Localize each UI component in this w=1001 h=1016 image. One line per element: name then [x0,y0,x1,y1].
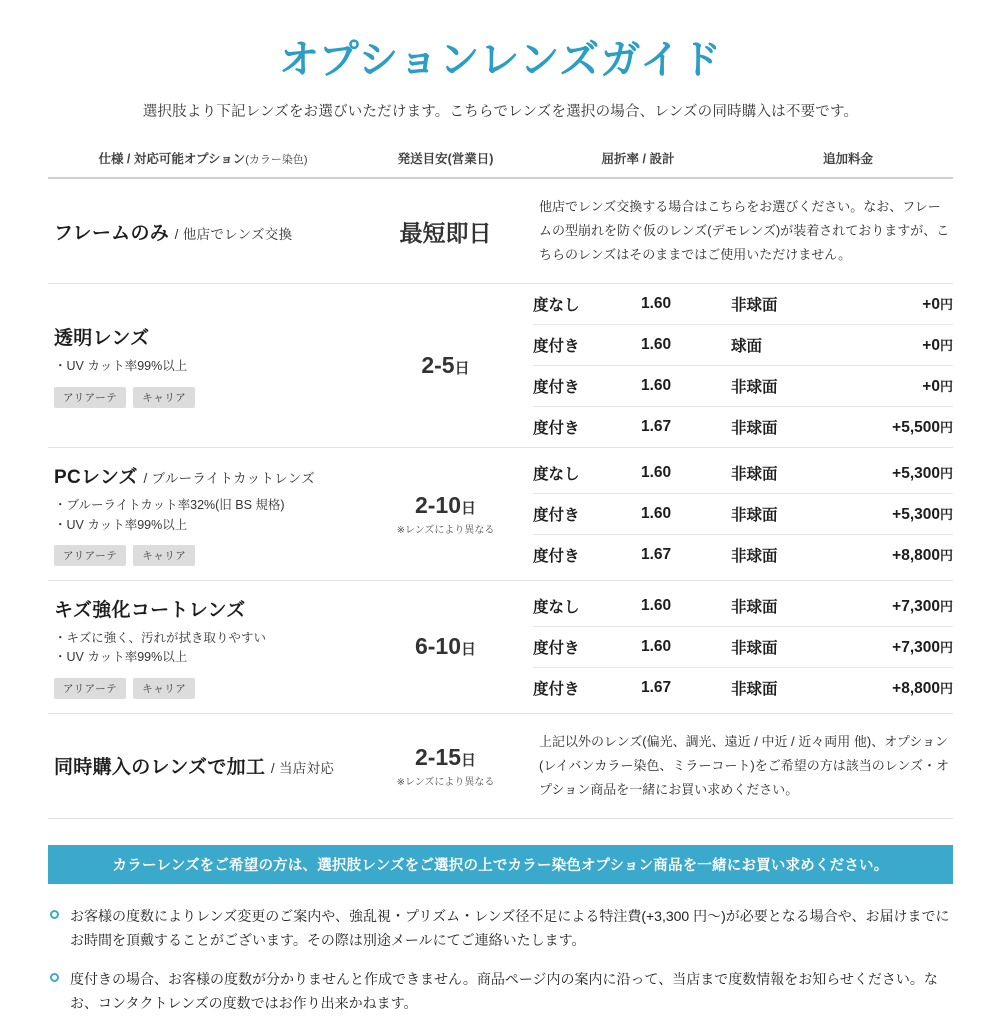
price-index: 1.60 [641,366,731,407]
price-design: 非球面 [731,586,839,627]
price-row [533,535,953,576]
price-amount: +0円 [839,366,953,407]
tag-badge: キャリア [133,678,195,699]
price-power: 度付き [533,420,580,438]
table-row [48,448,953,581]
price-index: 1.60 [641,586,731,627]
price-power: 度なし [533,586,641,627]
row-bullets: ・キズに強く、汚れが拭き取りやすい ・UV カット率99%以上 [54,630,267,665]
tag-badge: キャリア [133,545,195,566]
color-lens-banner: カラーレンズをご希望の方は、選択肢レンズをご選択の上でカラー染色オプション商品を一緒にお買い求めください。 [48,845,953,884]
price-amount: +5,500円 [892,419,953,437]
price-amount: +7,300円 [839,586,953,627]
row-tags [54,545,354,566]
price-design: 非球面 [731,420,778,438]
price-amount: +5,300円 [839,453,953,494]
price-row [533,586,953,627]
price-design: 非球面 [731,626,839,667]
row-spec-cell [48,178,358,284]
price-row [533,325,953,366]
price-amount: +8,800円 [892,547,953,565]
tag-badge: アリアーテ [54,387,126,408]
price-power: 度付き [533,325,641,366]
price-amount: +7,300円 [839,626,953,667]
price-power: 度なし [533,453,641,494]
price-design: 球面 [731,325,839,366]
price-table [533,586,953,708]
price-index: 1.60 [641,626,731,667]
price-row [533,626,953,667]
tag-badge: アリアーテ [54,678,126,699]
circle-bullet-icon [50,910,59,919]
row-bullets: ・UV カット率99%以上 [54,359,188,374]
column-header-index: 屈折率 / 設計 [601,152,675,166]
column-header-ship: 発送目安(営業日) [397,152,494,166]
column-header-price: 追加料金 [822,152,873,166]
price-index: 1.67 [641,678,672,696]
price-design: 非球面 [731,284,839,325]
price-design: 非球面 [731,494,839,535]
table-row [48,713,953,818]
price-index: 1.60 [641,453,731,494]
price-amount: +8,800円 [892,679,953,697]
row-ship-cell: 最短即日 [399,219,492,246]
row-ship-cell: 2-15日 ※レンズにより異なる [358,713,533,818]
ship-note: ※レンズにより異なる [396,525,495,537]
page-title: オプションレンズガイド [279,38,722,82]
tag-badge: アリアーテ [54,545,126,566]
column-header-spec: 仕様 / 対応可能オプション(カラー染色) [98,152,308,166]
page-subtitle: 選択肢より下記レンズをお選びいただけます。こちらでレンズを選択の場合、レンズの同時購入は不要です。 [142,104,859,120]
row-ship-cell: 6-10日 [414,633,477,660]
row-title: フレームのみ / 他店でレンズ交換 [54,222,293,244]
price-design: 非球面 [731,680,778,698]
price-amount: +0円 [839,284,953,325]
list-item [48,967,953,1016]
row-tags [54,678,354,699]
tag-badge: キャリア [133,387,195,408]
price-design: 非球面 [731,453,839,494]
lens-table [48,143,953,819]
price-power: 度付き [533,494,641,535]
row-price-cell [533,448,953,581]
price-power: 度付き [533,548,580,566]
price-design: 非球面 [731,366,839,407]
row-price-cell [533,284,953,448]
row-ship-cell: 2-10日 ※レンズにより異なる [358,448,533,581]
row-spec-cell [48,580,358,713]
row-spec-cell [48,713,358,818]
row-title: キズ強化コートレンズ [54,599,246,621]
price-row [533,667,953,708]
price-table [533,284,953,447]
price-row [533,366,953,407]
price-row [533,284,953,325]
price-amount: +0円 [839,325,953,366]
row-tags [54,387,354,408]
price-power: 度付き [533,680,580,698]
table-column-headers [48,143,953,178]
row-ship-cell: 2-5日 [421,352,470,379]
note-text: 度付きの場合、お客様の度数が分かりませんと作成できません。商品ページ内の案内に沿って、当店まで度数情報をお知らせください。なお、コンタクトレンズの度数ではお作り出来かねます。 [70,970,938,1012]
row-description: 上記以外のレンズ(偏光、調光、遠近 / 中近 / 近々両用 他)、オプション(レイバンカラー染色、ミラーコート)をご希望の方は該当のレンズ・オプション商品を一緒にお買い求めください。 [539,733,950,797]
circle-bullet-icon [50,973,59,982]
table-row [48,178,953,284]
row-title: 透明レンズ [54,328,150,350]
row-spec-cell [48,448,358,581]
price-power: 度付き [533,366,641,407]
ship-note: ※レンズにより異なる [396,776,495,788]
row-bullets: ・ブルーライトカット率32%(旧 BS 規格) ・UV カット率99%以上 [54,498,285,532]
price-index: 1.60 [641,494,731,535]
price-row [533,494,953,535]
notes-list [48,904,953,1016]
price-index: 1.67 [641,546,672,564]
price-index: 1.60 [641,284,731,325]
row-description: 他店でレンズ交換する場合はこちらをお選びください。なお、フレームの型崩れを防ぐ仮のレンズ(デモレンズ)が装着されておりますが、こちらのレンズはそのままではご使用いただけません。 [539,199,950,263]
price-power: 度付き [533,626,641,667]
price-row [533,407,953,448]
price-index: 1.60 [641,325,731,366]
list-item [48,904,953,953]
price-row [533,453,953,494]
price-amount: +5,300円 [839,494,953,535]
row-title: 同時購入のレンズで加工 / 当店対応 [54,757,335,779]
row-price-cell [533,580,953,713]
table-row [48,580,953,713]
table-row [48,284,953,448]
note-text: お客様の度数によりレンズ変更のご案内や、強乱視・プリズム・レンズ径不足による特注費(+3,300 円〜)が必要となる場合や、お届けまでにお時間を頂戴することがございます。その際は別途メールにてご連絡いたします。 [70,907,950,949]
row-title: PCレンズ / ブルーライトカットレンズ [54,467,315,489]
row-spec-cell [48,284,358,448]
price-design: 非球面 [731,548,778,566]
price-index: 1.67 [641,418,672,436]
price-power: 度なし [533,284,641,325]
column-header-index-price [533,143,953,178]
price-table [533,453,953,575]
